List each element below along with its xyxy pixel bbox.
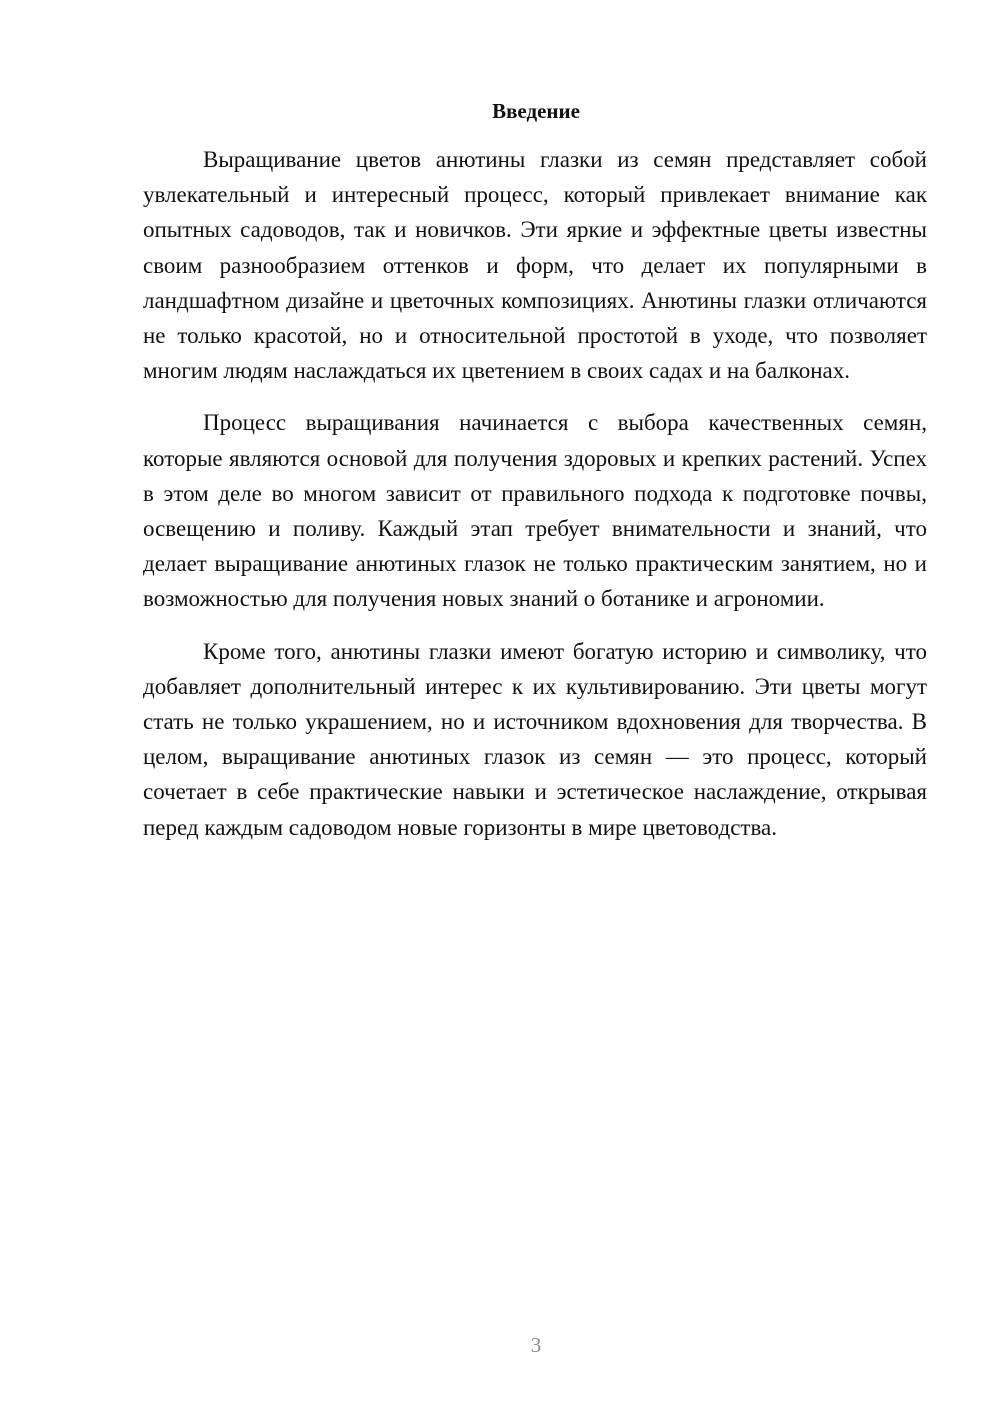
- paragraph-2: Процесс выращивания начинается с выбора качественных семян, которые являются основой для получения здоровых и крепких растений. Успех в этом деле во многом зависит от правильного подхода к подготовке почвы, освещению и поливу. Каждый этап требует внимательности и знаний, что делает выращивание анютиных глазок не только практическим занятием, но и возможностью для получения новых знаний о ботанике и агрономии.: [143, 410, 927, 612]
- body-text: [143, 142, 927, 862]
- paragraph-1: Выращивание цветов анютины глазки из семян представляет собой увлекательный и интересный процесс, который привлекает внимание как опытных садоводов, так и новичков. Эти яркие и эффектные цветы известны своим разнообразием оттенков и форм, что делает их популярными в ландшафтном дизайне и цветочных композициях. Анютины глазки отличаются не только красотой, но и относительной простотой в уходе, что позволяет многим людям наслаждаться их цветением в своих садах и на балконах.: [143, 147, 927, 384]
- section-title: Введение: [492, 99, 580, 123]
- paragraph-3: Кроме того, анютины глазки имеют богатую историю и символику, что добавляет дополнительный интерес к их культивированию. Эти цветы могут стать не только украшением, но и источником вдохновения для творчества. В целом, выращивание анютиных глазок из семян — это процесс, который сочетает в себе практические навыки и эстетическое наслаждение, открывая перед каждым садоводом новые горизонты в мире цветоводства.: [143, 638, 927, 840]
- page-number: 3: [530, 1333, 542, 1357]
